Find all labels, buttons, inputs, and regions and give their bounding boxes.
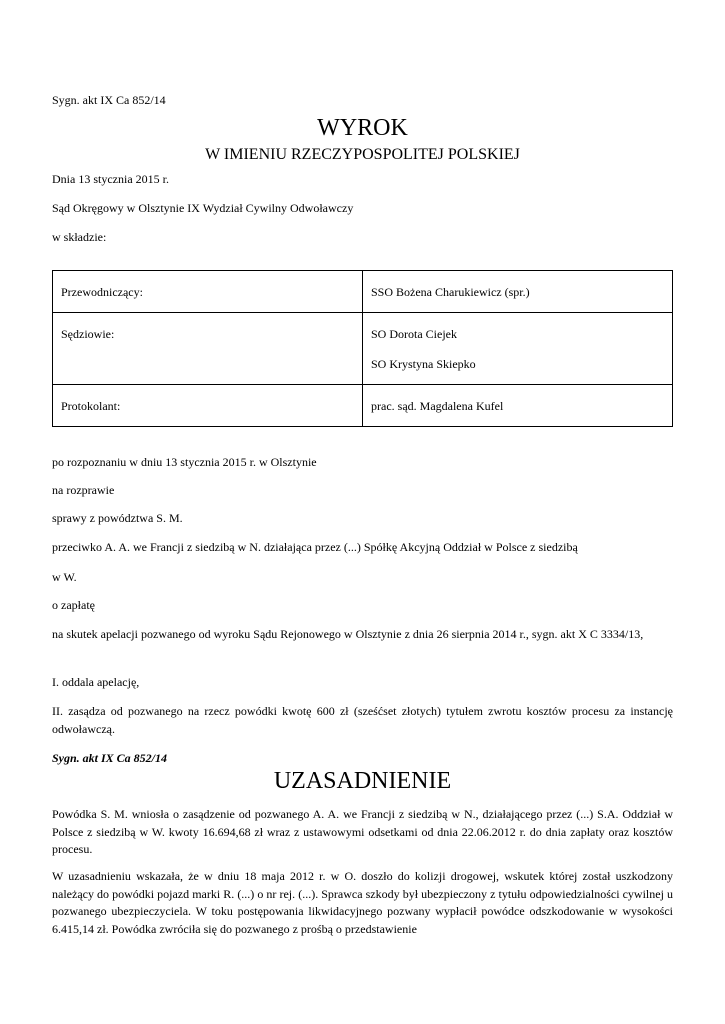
- verdict-subtitle: W IMIENIU RZECZYPOSPOLITEJ POLSKIEJ: [205, 146, 520, 163]
- appeal-paragraph: na skutek apelacji pozwanego od wyroku Sądu Rejonowego w Olsztynie z dnia 26 sierpnia 2014 r., sygn. akt X C 3334/13,: [52, 627, 644, 641]
- judges-label: Sędziowie:: [53, 313, 363, 385]
- judge-name: SO Dorota Ciejek: [371, 327, 457, 341]
- clerk-label: Protokolant:: [53, 385, 363, 427]
- composition-row-clerk: [53, 385, 673, 427]
- judges-list: [363, 313, 673, 385]
- case-number: Sygn. akt IX Ca 852/14: [52, 93, 166, 107]
- court-name: Sąd Okręgowy w Olsztynie IX Wydział Cywilny Odwoławczy: [52, 201, 354, 215]
- verdict-date: Dnia 13 stycznia 2015 r.: [52, 172, 169, 186]
- judge-name: SO Krystyna Skiepko: [371, 357, 476, 371]
- ruling-item: I. oddala apelację,: [52, 675, 140, 689]
- composition-row-presiding: [53, 271, 673, 313]
- defendant-line: przeciwko A. A. we Francji z siedzibą w N. działająca przez (...) Spółkę Akcyjną Oddział w Polsce z siedzibą: [52, 540, 578, 554]
- ruling-item: II. zasądza od pozwanego na rzecz powódki kwotę 600 zł (sześćset złotych) tytułem zwrotu kosztów procesu za instancję odwoławczą.: [52, 704, 673, 736]
- justification-title: UZASADNIENIE: [273, 768, 452, 794]
- justification-paragraph: Powódka S. M. wniosła o zasądzenie od pozwanego A. A. we Francji z siedzibą w N., działającego przez (...) S.A. Oddział w Polsce z siedzibą w W. kwoty 16.694,68 zł wraz z ustawowymi odsetkami od dnia 22.06.2012 r. do dnia zapłaty oraz kosztów procesu.: [52, 807, 673, 856]
- composition-intro: w składzie:: [52, 230, 107, 244]
- verdict-title: WYROK: [317, 115, 408, 141]
- justification-paragraph: W uzasadnieniu wskazała, że w dniu 18 maja 2012 r. w O. doszło do kolizji drogowej, wskutek której został uszkodzony należący do powódki pojazd marki R. (...) o nr rej. (...). Sprawca szkody był ubezpieczony z tytułu odpowiedzialności cywilnej u pozwanego ubezpieczyciela. W toku postępowania likwidacyjnego pozwany wypłacił powódce odszkodowanie w wysokości 6.415,14 zł. Powódka zwróciła się do pozwanego z prośbą o przedstawienie: [52, 869, 673, 936]
- justification-case-number: Sygn. akt IX Ca 852/14: [52, 751, 168, 765]
- defendant-line-cont: w W.: [52, 570, 77, 584]
- hearing-mode: na rozprawie: [52, 483, 115, 497]
- case-parties: sprawy z powództwa S. M.: [52, 511, 183, 525]
- presiding-value: SSO Bożena Charukiewicz (spr.): [363, 271, 673, 313]
- composition-table: [52, 270, 673, 427]
- presiding-label: Przewodniczący:: [53, 271, 363, 313]
- case-subject: o zapłatę: [52, 598, 95, 612]
- composition-row-judges: [53, 313, 673, 385]
- hearing-line: po rozpoznaniu w dniu 13 stycznia 2015 r. w Olsztynie: [52, 455, 317, 469]
- clerk-value: prac. sąd. Magdalena Kufel: [363, 385, 673, 427]
